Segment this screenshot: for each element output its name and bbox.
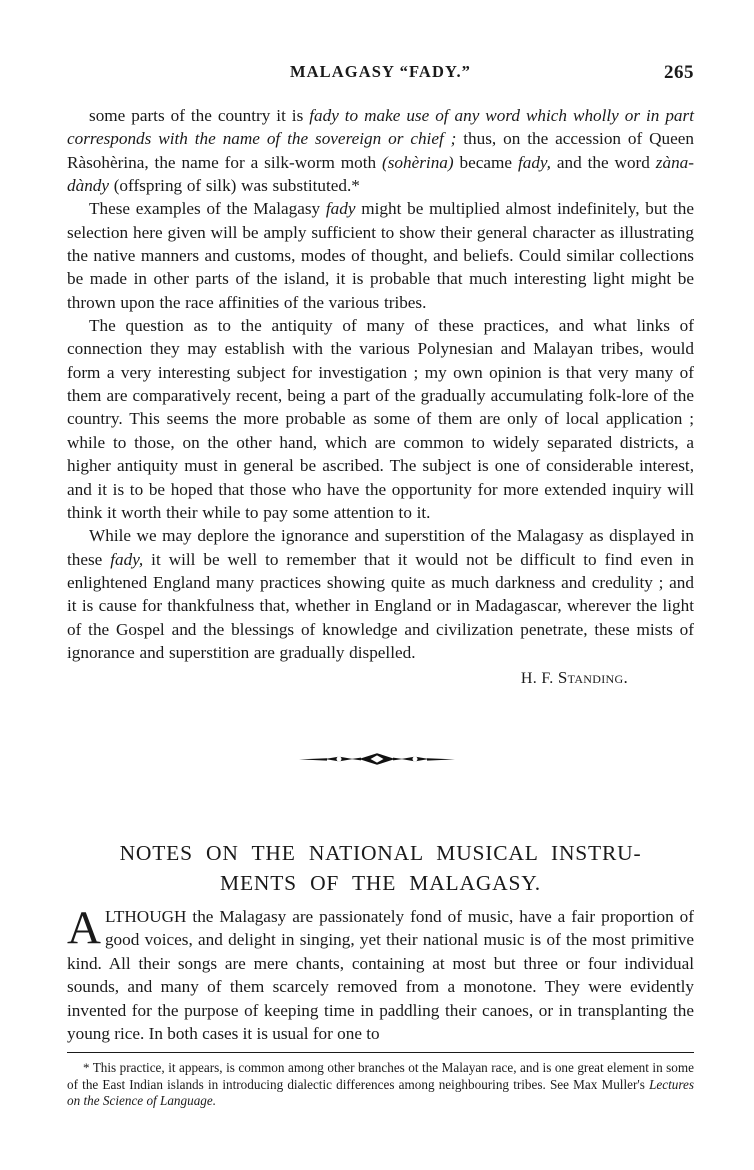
lozenge-rule-icon: [297, 748, 457, 770]
page-number: 265: [664, 62, 694, 83]
footnote-marker: *: [83, 1060, 90, 1075]
footnote-text: This practice, it appears, is common among other branches ot the Malayan race, and is one great element in some of the East Indian islands in introducing dialectic differences among neighbouring tribes. See Max Muller's Lectures on the Science of Language.: [67, 1060, 694, 1109]
article-title-line-1: NOTES ON THE NATIONAL MUSICAL INSTRU-: [119, 841, 642, 865]
running-head: [67, 62, 694, 88]
footnote: [67, 1060, 694, 1110]
signature-surname: Standing.: [557, 668, 628, 688]
running-head-title: MALAGASY “FADY.”: [289, 62, 472, 81]
footnote-separator-rule: [67, 1052, 694, 1053]
paragraph-opening: LTHOUGH the Malagasy are passionately fond of music, have a fair proportion of good voices, and delight in singing, yet their national music is of the most primitive kind. All their songs are mere chants, containing at most but three or four individual sounds, and many of them scarcely removed from a monotone. They were evidently invented for the purpose of keeping time in paddling their canoes, or in transplanting the young rice. In both cases it is usual for one to: [67, 907, 694, 1044]
signature-initials: H. F.: [520, 670, 558, 688]
article-body: [67, 104, 694, 688]
paragraph-these-examples: These examples of the Malagasy fady might be multiplied almost indefinitely, but the selection here given will be amply sufficient to show their general character as illustrating the native manners and customs, modes of thought, and beliefs. Could similar collections be made in other parts of the island, it is probable that much interesting light might be thrown upon the race affinities of the various tribes.: [67, 199, 694, 312]
article-title-line-2: MENTS OF THE MALAGASY.: [220, 871, 541, 895]
author-signature: [67, 668, 694, 688]
drop-cap: A: [67, 902, 101, 954]
article-title: [67, 838, 694, 898]
article-opening: [67, 902, 694, 1045]
paragraph-continued: some parts of the country it is fady to make use of any word which wholly or in part corresponds with the name of the sovereign or chief ; thus, on the accession of Queen Ràsohèrina, the name for a silk-worm moth (sohèrina) became fady, and the word zàna-dàndy (offspring of silk) was substituted.*: [67, 106, 695, 196]
paragraph-the-question: The question as to the antiquity of many of these practices, and what links of connection they may establish with the various Polynesian and Malayan tribes, would form a very interesting subject for investigation ; my own opinion is that very many of them are comparatively recent, being a part of the gradually accumulating folk-lore of the country. This seems the more probable as some of them are only of local application ; while to those, on the other hand, which are common to widely separated districts, a higher antiquity must in general be ascribed. The subject is one of considerable interest, and it is to be hoped that those who have the opportunity for more extended inquiry will think it worth their while to pay some attention to it.: [67, 316, 694, 522]
paragraph-while-we-may: While we may deplore the ignorance and superstition of the Malagasy as displayed in these fady, it will be well to remember that it would not be difficult to find even in enlightened England many practices showing quite as much darkness and credulity ; and it is cause for thankfulness that, whether in England or in Madagascar, wherever the light of the Gospel and the blessings of knowledge and civilization penetrate, these mists of ignorance and superstition are gradually dispelled.: [67, 526, 695, 662]
section-divider-ornament: [0, 748, 754, 770]
